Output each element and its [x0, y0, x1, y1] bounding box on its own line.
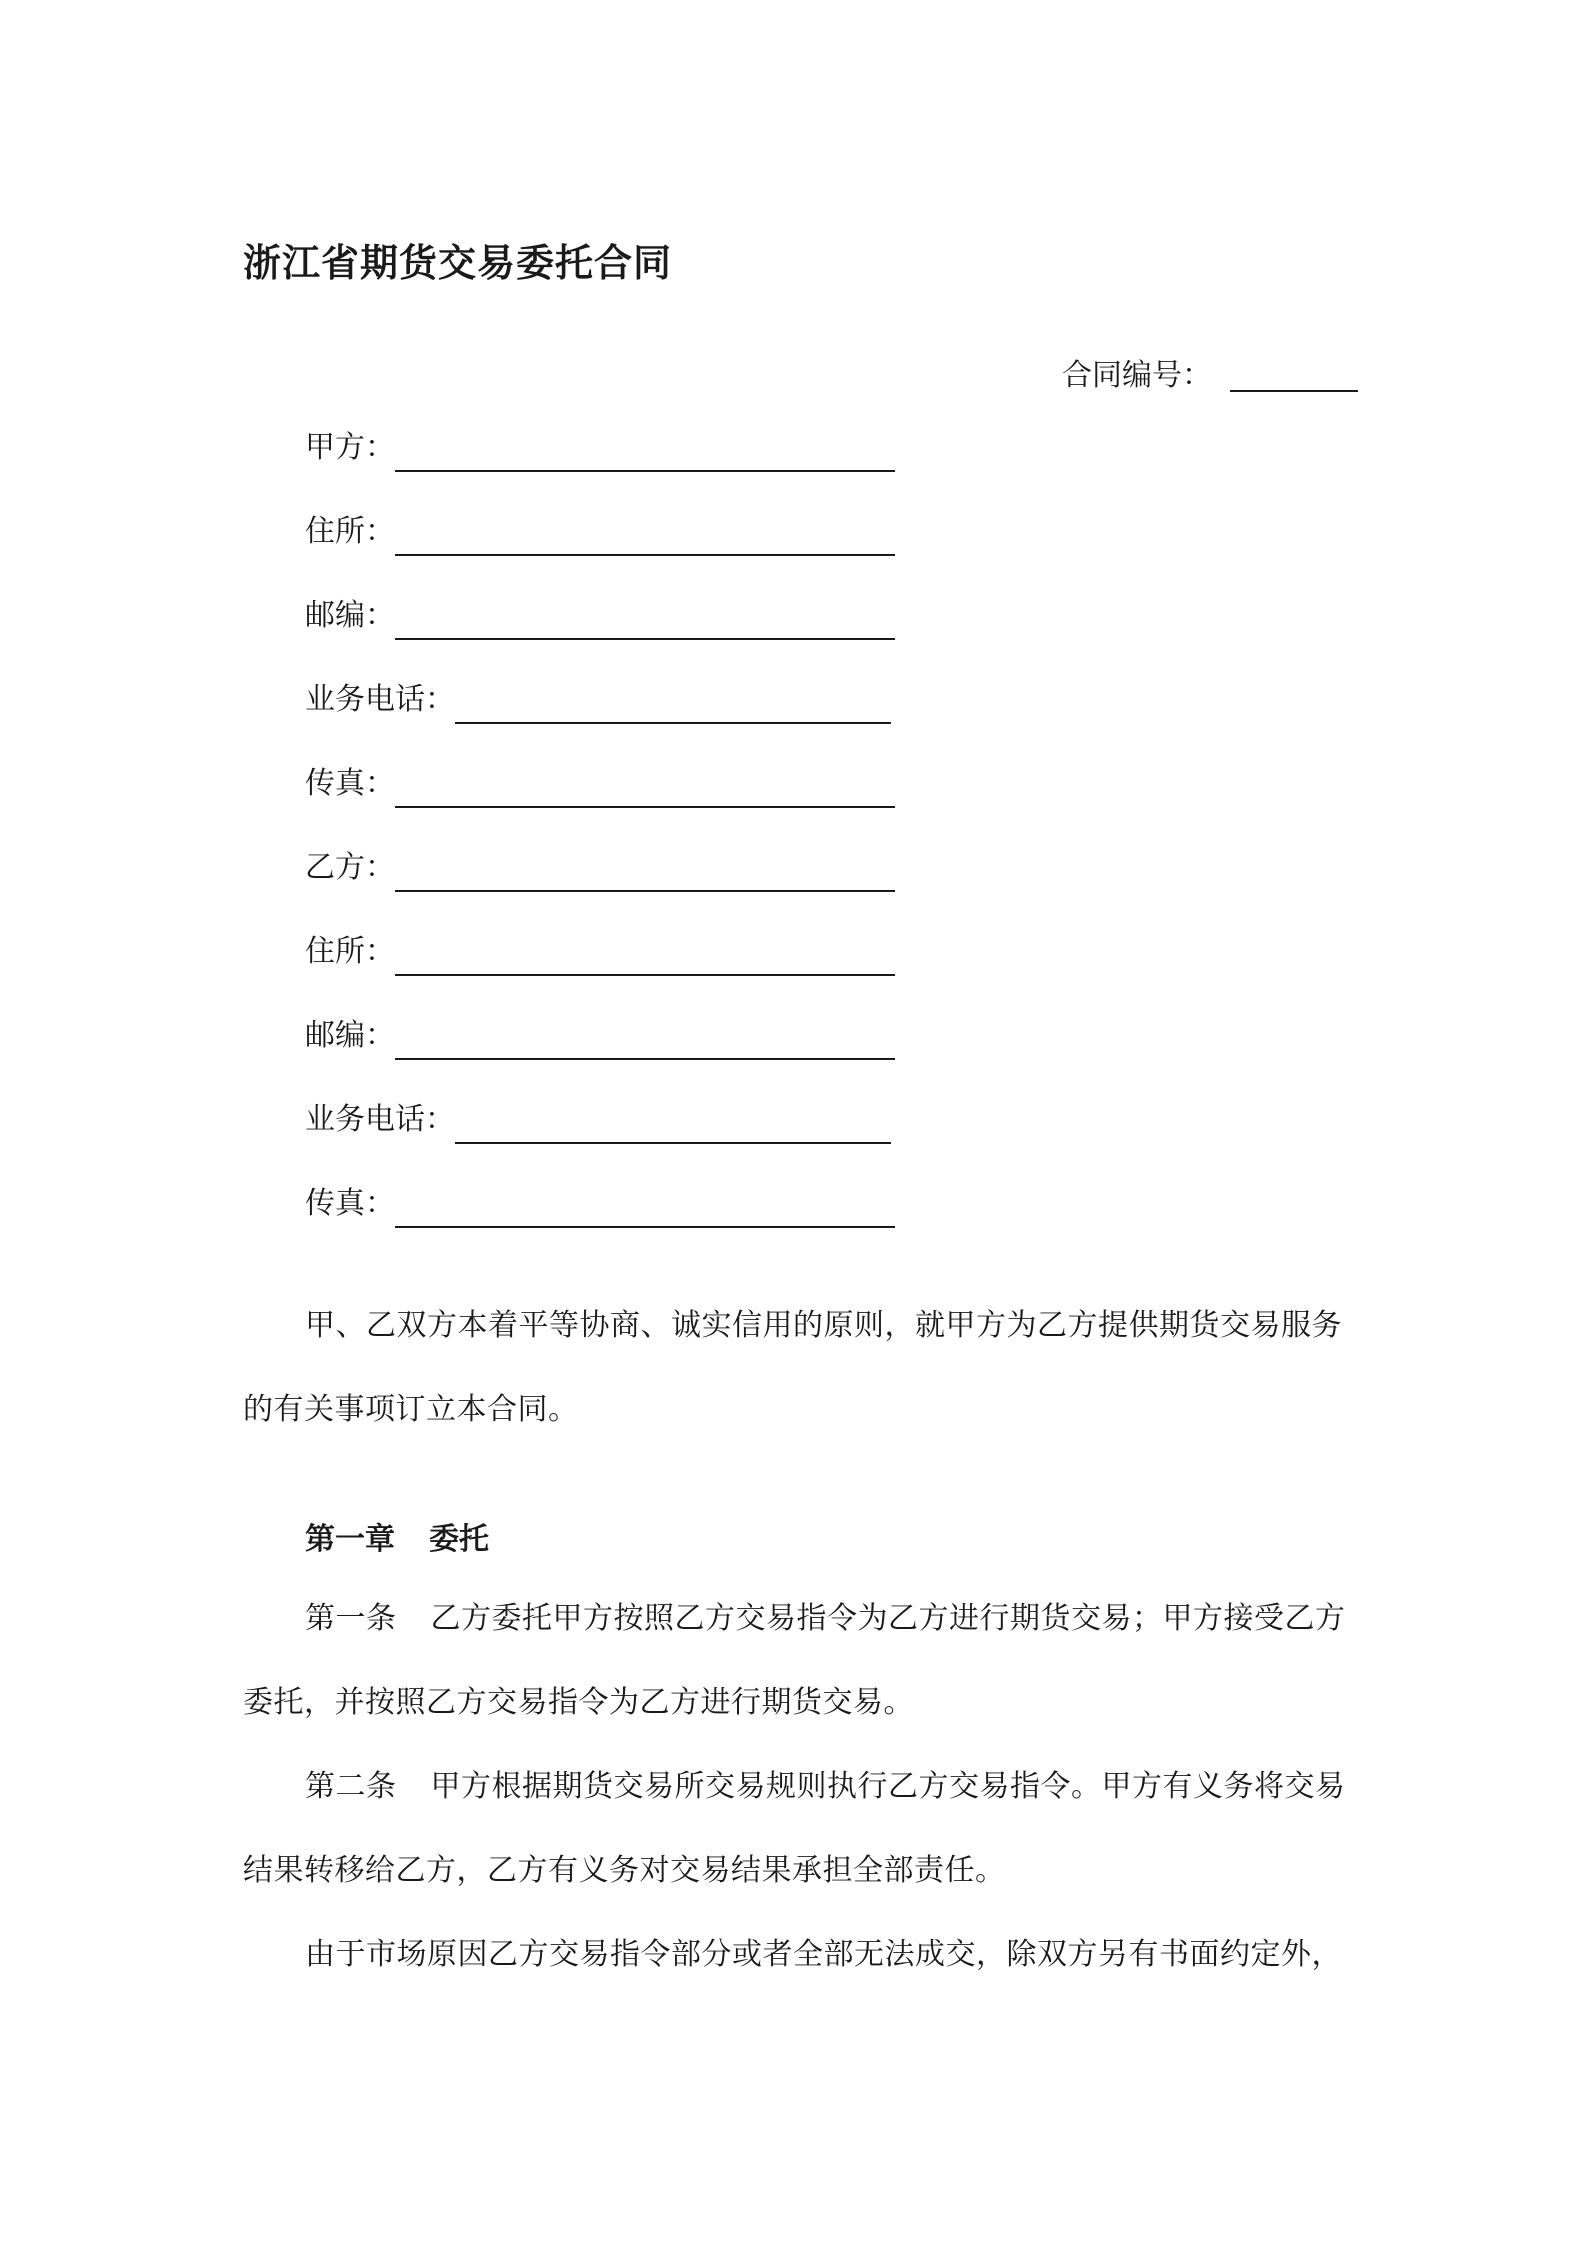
party-a-fax-blank[interactable] — [395, 776, 895, 808]
party-b-name-field — [305, 842, 895, 886]
contract-number-label: 合同编号： — [1062, 358, 1212, 393]
article-1-text: 乙方委托甲方按照乙方交易指令为乙方进行期货交易；甲方接受乙方委托，并按照乙方交易指令为乙方进行期货交易。 — [243, 1601, 1346, 1720]
article-1-label: 第一条 — [305, 1601, 397, 1636]
article-2-label: 第二条 — [305, 1769, 397, 1804]
article-2-text: 甲方根据期货交易所交易规则执行乙方交易指令。甲方有义务将交易结果转移给乙方，乙方有义务对交易结果承担全部责任。 — [243, 1769, 1346, 1888]
party-b-fax-field — [305, 1178, 895, 1222]
party-a-fax-label: 传真： — [305, 766, 395, 801]
chapter-1-number: 第一章 — [305, 1522, 395, 1557]
party-b-address-label: 住所： — [305, 934, 395, 969]
party-b-phone-field — [305, 1094, 891, 1138]
party-a-fax-field — [305, 758, 895, 802]
party-a-phone-label: 业务电话： — [305, 682, 455, 717]
contract-number — [1062, 350, 1358, 394]
party-b-phone-label: 业务电话： — [305, 1102, 455, 1137]
party-b-fax-blank[interactable] — [395, 1196, 895, 1228]
article-1-paragraph — [243, 1577, 1359, 1745]
party-a-phone-blank[interactable] — [455, 692, 891, 724]
party-b-fax-label: 传真： — [305, 1186, 395, 1221]
party-b-address-field — [305, 926, 895, 970]
party-a-address-blank[interactable] — [395, 524, 895, 556]
party-a-postcode-label: 邮编： — [305, 598, 395, 633]
party-b-address-blank[interactable] — [395, 944, 895, 976]
contract-number-blank[interactable] — [1230, 360, 1358, 392]
party-b-phone-blank[interactable] — [455, 1112, 891, 1144]
party-a-name-blank[interactable] — [395, 440, 895, 472]
party-a-name-field — [305, 422, 895, 466]
chapter-1-heading — [305, 1514, 489, 1558]
party-a-postcode-field — [305, 590, 895, 634]
document-title: 浙江省期货交易委托合同 — [243, 241, 673, 285]
party-a-postcode-blank[interactable] — [395, 608, 895, 640]
party-a-address-field — [305, 506, 895, 550]
article-2-paragraph — [243, 1745, 1359, 1913]
party-a-phone-field — [305, 674, 891, 718]
party-a-name-label: 甲方： — [305, 430, 395, 465]
preamble-paragraph: 甲、乙双方本着平等协商、诚实信用的原则，就甲方为乙方提供期货交易服务的有关事项订立本合同。 — [243, 1308, 1342, 1427]
party-b-postcode-blank[interactable] — [395, 1028, 895, 1060]
party-b-postcode-label: 邮编： — [305, 1018, 395, 1053]
party-b-postcode-field — [305, 1010, 895, 1054]
paragraph-3: 由于市场原因乙方交易指令部分或者全部无法成交，除双方另有书面约定外， — [305, 1937, 1342, 1972]
party-a-address-label: 住所： — [305, 514, 395, 549]
party-b-name-label: 乙方： — [305, 850, 395, 885]
chapter-1-title: 委托 — [429, 1522, 489, 1557]
party-b-name-blank[interactable] — [395, 860, 895, 892]
